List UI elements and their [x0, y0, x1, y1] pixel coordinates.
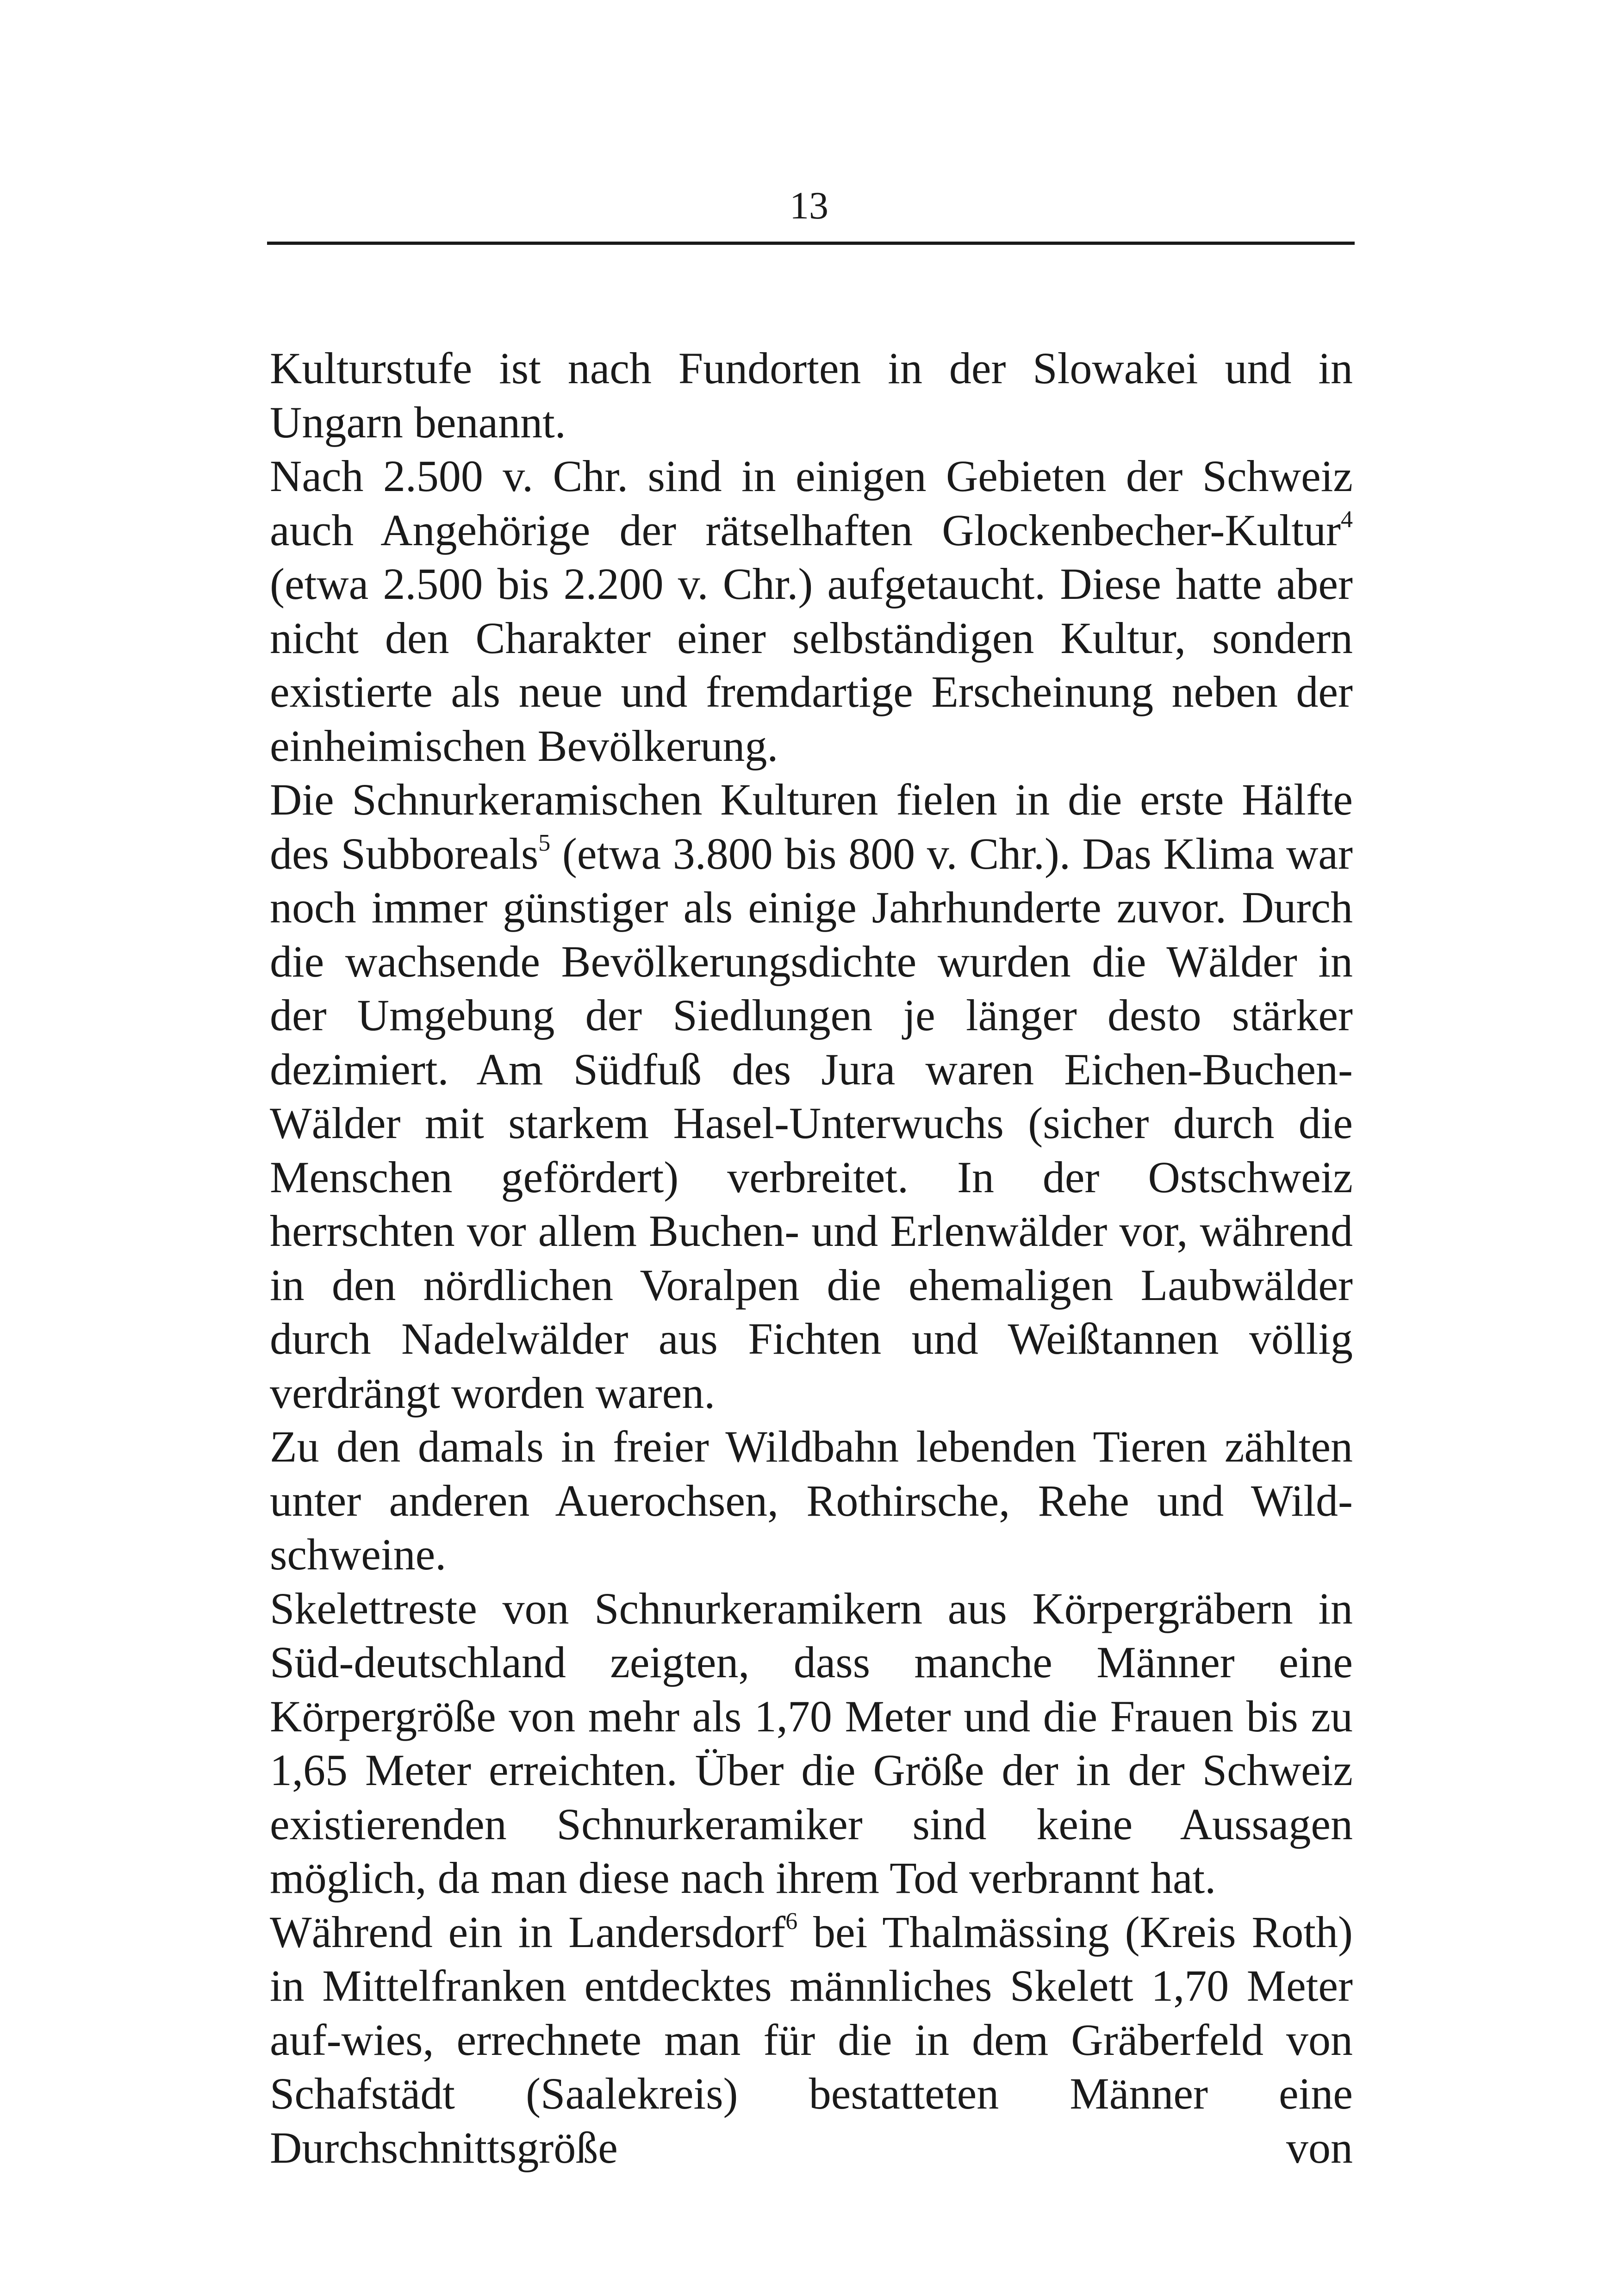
footnote-ref-5: 5	[538, 829, 551, 856]
text-run: bei Thalmässing (Kreis Roth) in Mittelfranken entdecktes männliches Skelett 1,70 Meter auf-wies, errechnete man für die in dem Gräberfeld von Schafstädt (Saalekreis) bestatteten Männer eine Durchschnittsgröße von	[270, 1907, 1353, 2172]
footnote-ref-6: 6	[785, 1908, 798, 1935]
paragraph	[270, 342, 1353, 449]
paragraph	[270, 773, 1353, 1420]
header-rule	[267, 242, 1355, 245]
text-run: Skelettreste von Schnurkeramikern aus Körpergräbern in Süd-deutschland zeigten, dass manche Männer eine Körpergröße von mehr als 1,70 Meter und die Frauen bis zu 1,65 Meter erreichten. Über die Größe der in der Schweiz existierenden Schnurkeramiker sind keine Aussagen möglich, da man diese nach ihrem Tod verbrannt hat.	[270, 1583, 1353, 1903]
text-run: Kulturstufe ist nach Fundorten in der Slowakei und in Ungarn benannt.	[270, 343, 1353, 447]
paragraph	[270, 1582, 1353, 1905]
text-run: (etwa 3.800 bis 800 v. Chr.). Das Klima war noch immer günstiger als einige Jahrhunderte zuvor. Durch die wachsende Bevölkerungsdichte wurden die Wälder in der Umgebung der Siedlungen je länger desto stärker dezimiert. Am Südfuß des Jura waren Eichen-Buchen-Wälder mit starkem Hasel-Unterwuchs (sicher durch die Menschen gefördert) verbreitet. In der Ostschweiz herrschten vor allem Buchen- und Erlenwälder vor, während in den nördlichen Voralpen die ehemaligen Laubwälder durch Nadelwälder aus Fichten und Weißtannen völlig verdrängt worden waren.	[270, 828, 1353, 1418]
text-run: Zu den damals in freier Wildbahn lebenden Tieren zählten unter anderen Auerochsen, Rothirsche, Rehe und Wild-schweine.	[270, 1422, 1353, 1579]
paragraph	[270, 1905, 1353, 2175]
body-text	[270, 342, 1353, 2175]
paragraph	[270, 1420, 1353, 1582]
footnote-ref-4: 4	[1341, 506, 1353, 533]
text-run: Nach 2.500 v. Chr. sind in einigen Gebieten der Schweiz auch Angehörige der rätselhaften Glockenbecher-Kultur	[270, 451, 1353, 555]
page-number: 13	[790, 184, 828, 227]
text-run: Die Schnurkeramischen Kulturen fielen in die erste Hälfte des Subboreals	[270, 775, 1353, 878]
text-run: (etwa 2.500 bis 2.200 v. Chr.) aufgetaucht. Diese hatte aber nicht den Charakter einer selbständigen Kultur, sondern existierte als neue und fremdartige Erscheinung neben der einheimischen Bevölkerung.	[270, 559, 1353, 771]
text-run: Während ein in Landersdorf	[270, 1907, 786, 1957]
paragraph	[270, 449, 1353, 773]
